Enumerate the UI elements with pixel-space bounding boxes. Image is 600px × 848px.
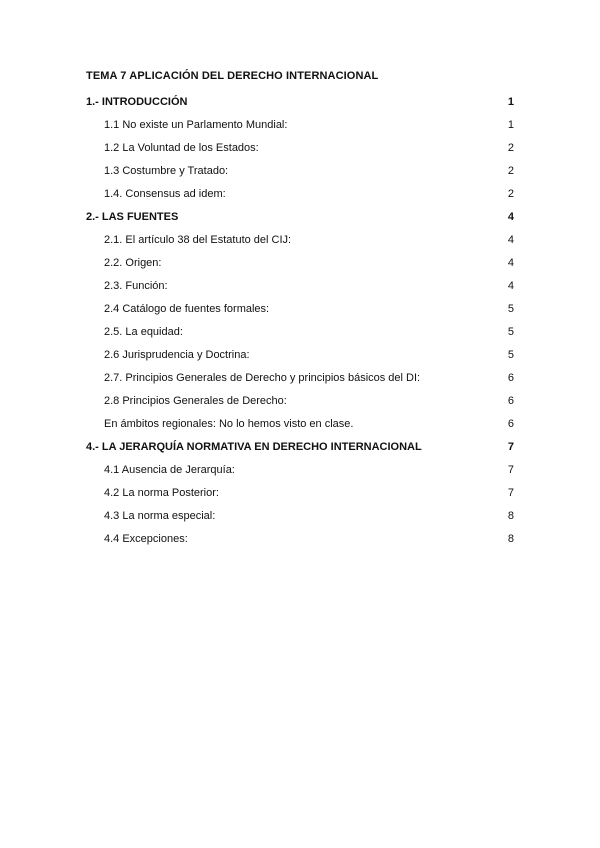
toc-entry-label: 1.2 La Voluntad de los Estados: bbox=[104, 142, 259, 154]
toc-entry[interactable] bbox=[0, 322, 600, 345]
toc-entry-label: 2.8 Principios Generales de Derecho: bbox=[104, 395, 287, 407]
toc-entry[interactable] bbox=[0, 207, 600, 230]
toc-entry[interactable] bbox=[0, 161, 600, 184]
document-title: TEMA 7 APLICACIÓN DEL DERECHO INTERNACIONAL bbox=[86, 70, 379, 82]
toc-entry-label: 2.6 Jurisprudencia y Doctrina: bbox=[104, 349, 250, 361]
toc-entry-page: 6 bbox=[507, 395, 514, 407]
toc-entry[interactable] bbox=[0, 437, 600, 460]
toc-entry-page: 5 bbox=[507, 326, 514, 338]
toc-entry[interactable] bbox=[0, 115, 600, 138]
toc-entry[interactable] bbox=[0, 184, 600, 207]
toc-entry[interactable] bbox=[0, 253, 600, 276]
toc-entry-page: 5 bbox=[507, 303, 514, 315]
toc-entry[interactable] bbox=[0, 276, 600, 299]
toc-entry[interactable] bbox=[0, 414, 600, 437]
toc-entry-label: 2.2. Origen: bbox=[104, 257, 162, 269]
toc-entry-label: 4.2 La norma Posterior: bbox=[104, 487, 219, 499]
toc-entry[interactable] bbox=[0, 506, 600, 529]
toc-entry[interactable] bbox=[0, 460, 600, 483]
toc-entry[interactable] bbox=[0, 138, 600, 161]
toc-entry-page: 5 bbox=[507, 349, 514, 361]
toc-entry-label: 2.1. El artículo 38 del Estatuto del CIJ: bbox=[104, 234, 292, 246]
toc-entry-page: 8 bbox=[507, 533, 514, 545]
toc-entry[interactable] bbox=[0, 368, 600, 391]
toc-entry-label: 2.4 Catálogo de fuentes formales: bbox=[104, 303, 270, 315]
toc-entry-page: 4 bbox=[507, 257, 514, 269]
toc-entry[interactable] bbox=[0, 345, 600, 368]
toc-entry-label: 1.3 Costumbre y Tratado: bbox=[104, 165, 229, 177]
toc-entry-page: 4 bbox=[507, 211, 514, 223]
toc-entry-page: 8 bbox=[507, 510, 514, 522]
toc-entry-label: 2.5. La equidad: bbox=[104, 326, 183, 338]
toc-entry-page: 4 bbox=[507, 234, 514, 246]
toc-entry-page: 7 bbox=[507, 464, 514, 476]
toc-entry-page: 1 bbox=[507, 96, 514, 108]
toc-entry-page: 2 bbox=[507, 188, 514, 200]
toc-entry-label: 1.- INTRODUCCIÓN bbox=[86, 96, 188, 108]
toc-entry-label: 2.3. Función: bbox=[104, 280, 168, 292]
toc-entry[interactable] bbox=[0, 529, 600, 552]
toc-entry-page: 7 bbox=[507, 441, 514, 453]
toc-entry-label: 1.4. Consensus ad idem: bbox=[104, 188, 226, 200]
toc-entry-page: 2 bbox=[507, 165, 514, 177]
toc-entry[interactable] bbox=[0, 483, 600, 506]
toc-entry[interactable] bbox=[0, 391, 600, 414]
toc-entry-page: 6 bbox=[507, 418, 514, 430]
toc-entry[interactable] bbox=[0, 230, 600, 253]
toc-entry-page: 7 bbox=[507, 487, 514, 499]
toc-entry-label: 4.1 Ausencia de Jerarquía: bbox=[104, 464, 235, 476]
toc-entry-page: 6 bbox=[507, 372, 514, 384]
toc-entry[interactable] bbox=[0, 92, 600, 115]
toc-entry-label: 1.1 No existe un Parlamento Mundial: bbox=[104, 119, 288, 131]
toc-entry[interactable] bbox=[0, 299, 600, 322]
table-of-contents bbox=[0, 92, 600, 552]
toc-entry-label: 4.4 Excepciones: bbox=[104, 533, 188, 545]
toc-entry-label: 4.3 La norma especial: bbox=[104, 510, 216, 522]
toc-entry-label: 4.- LA JERARQUÍA NORMATIVA EN DERECHO INTERNACIONAL bbox=[86, 441, 422, 453]
toc-entry-label: 2.- LAS FUENTES bbox=[86, 211, 179, 223]
toc-entry-label: En ámbitos regionales: No lo hemos visto en clase. bbox=[104, 418, 354, 430]
toc-entry-page: 2 bbox=[507, 142, 514, 154]
toc-entry-page: 4 bbox=[507, 280, 514, 292]
toc-entry-page: 1 bbox=[507, 119, 514, 131]
toc-entry-label: 2.7. Principios Generales de Derecho y principios básicos del DI: bbox=[104, 372, 421, 384]
